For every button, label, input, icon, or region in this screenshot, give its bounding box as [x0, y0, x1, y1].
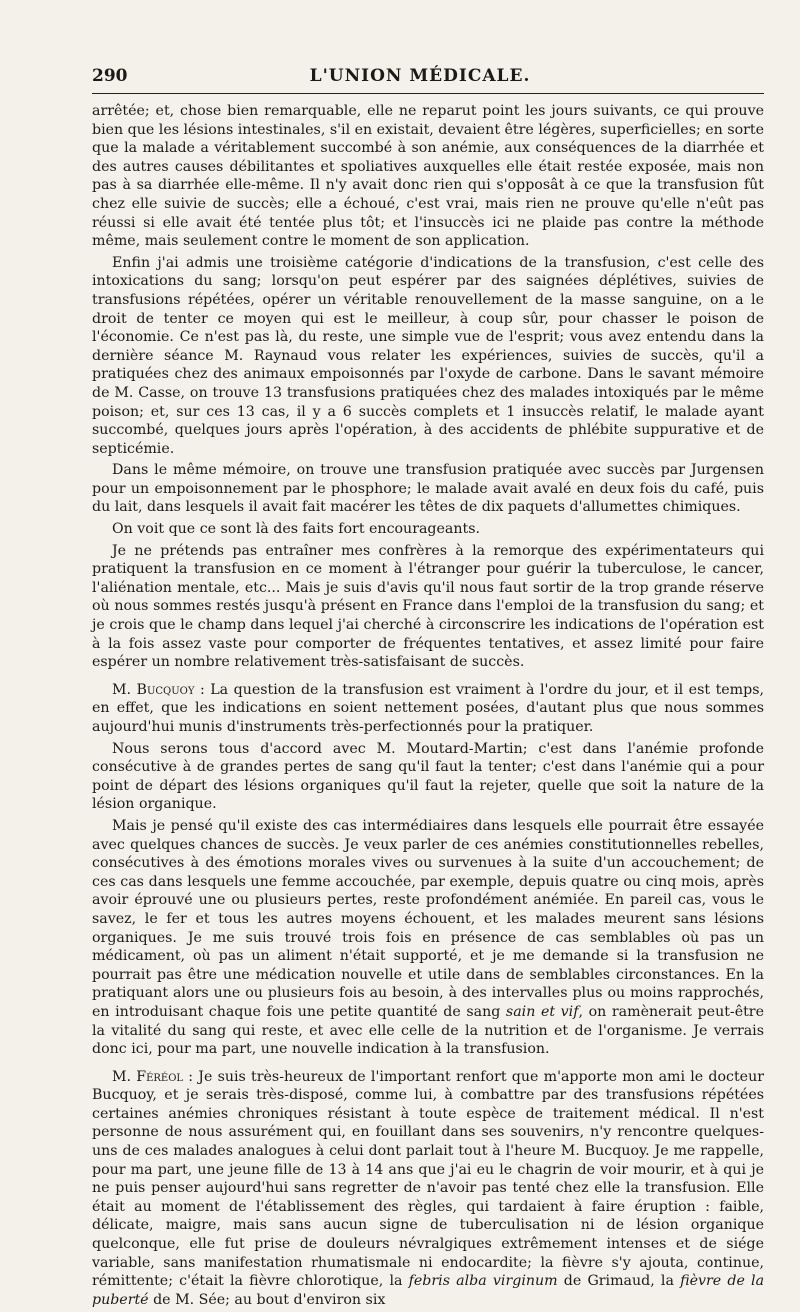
paragraph-text: Dans le même mémoire, on trouve une transfusion pratiquée avec succès par Jurgensen pour un empoisonnement par le phosphore; le malade avait avalé en deux fois du café, puis du lait, dans lesquels il avait fait macérer les têtes de dix paquets d'allumettes chimiques. — [92, 462, 764, 516]
paragraph — [92, 102, 764, 251]
italic-phrase: fièvre de la puberté — [92, 1273, 765, 1308]
paragraph-text: Je suis très-heureux de l'important renfort que m'apporte mon ami le docteur Bucquoy, et je serais très-disposé, comme lui, à combattre par des transfusions répétées certaines anémies chroniques résistant à toute espèce de traitement médical. Il n'est personne de nous assurément qui, en fouillant dans ses souvenirs, n'y rencontre quelques-uns de ces malades analogues à celui dont parlait tout à l'heure M. Bucquoy. Je me rappelle, pour ma part, une jeune fille de 13 à 14 ans que j'ai eu le chagrin de voir mourir, et à qui je ne puis penser aujourd'hui sans regretter de n'avoir pas tenté chez elle la transfusion. Elle était au moment de l'établissement des règles, qui tardaient à faire éruption : faible, délicate, maigre, mais sans aucun signe de tuberculisation ni de lésion organique quelconque, elle fut prise de douleurs névralgiques extrêmement intenses et de siége variable, sans manifestation rhumatismale ni endocardite; la fièvre s'y ajouta, continue, rémittente; c'était la fièvre chlorotique, la — [92, 1068, 764, 1290]
paragraph-text: Je ne prétends pas entraîner mes confrères à la remorque des expérimentateurs qui pratiquent la transfusion en ce moment à l'étranger pour guérir la tuberculose, le cancer, l'aliénation mentale, etc... Mais je suis d'avis qu'il nous faut sortir de la trop grande réserve où nous sommes restés jusqu'à présent en France dans l'emploi de la transfusion du sang; et je crois que le champ dans lequel j'ai cherché à circonscrire les indications de l'opération est à la fois assez vaste pour comporter de fréquentes tentatives, et assez limité pour faire espérer un nombre relativement très-satisfaisant de succès. — [92, 542, 764, 671]
paragraph — [92, 681, 764, 737]
paragraph — [92, 740, 764, 814]
paragraph-text: arrêtée; et, chose bien remarquable, elle ne reparut point les jours suivants, ce qui prouve bien que les lésions intestinales, s'il en existait, devaient être légères, superficielles; en sorte que la malade a véritablement succombé à son anémie, aux conséquences de la diarrhée et des autres causes débilitantes et spoliatives auxquelles elle était restée exposée, mais non pas à sa diarrhée elle-même. Il n'y avait donc rien qui s'opposât à ce que la transfusion fût chez elle suivie de succès; elle a échoué, c'est vrai, mais rien ne prouve qu'elle n'eût pas réussi si elle avait été tentée plus tôt; et l'insuccès ici ne plaide pas contre la méthode même, mais seulement contre le moment de son application. — [92, 103, 765, 250]
journal-title: L'UNION MÉDICALE. — [309, 66, 531, 86]
paragraph-text: Enfin j'ai admis une troisième catégorie d'indications de la transfusion, c'est celle des intoxications du sang; lorsqu'on peut espérer par des saignées déplétives, suivies de transfusions répétées, opérer un véritable renouvellement de la masse sanguine, on a le droit de tenter ce moyen qui est le meilleur, à coup sûr, pour chasser le poison de l'économie. Ce n'est pas là, du reste, une simple vue de l'esprit; vous avez entendu dans la dernière séance M. Raynaud vous relater les expériences, suivies de succès, qu'il a pratiquées chez des animaux empoisonnés par l'oxyde de carbone. Dans le savant mémoire de M. Casse, on trouve 13 transfusions pratiquées chez des malades intoxiqués par le même poison; et, sur ces 13 cas, il y a 6 succès complets et 1 insuccès relatif, le malade ayant succombé, quelques jours après l'opération, à des accidents de phlébite suppurative et de septicémie. — [92, 254, 764, 457]
paragraph-text: Mais je pensé qu'il existe des cas intermédiaires dans lesquels elle pourrait être essayée avec quelques chances de succès. Je veux parler de ces anémies constitutionnelles rebelles, consécutives à des émotions morales vives ou survenues à la suite d'un accouchement; de ces cas dans lesquels une femme accouchée, par exemple, depuis quatre ou cinq mois, après avoir éprouvé une ou plusieurs pertes, reste profondément anémiée. En pareil cas, vous le savez, le fer et tous les autres moyens échouent, et les malades meurent sans lésions organiques. Je me suis trouvé trois fois en présence de cas semblables où pas un médicament, où pas un aliment n'était supporté, et je me demande si la transfusion ne pourrait pas être une médication nouvelle et utile dans de semblables circonstances. En la pratiquant alors une ou plusieurs fois au besoin, à des intervalles plus ou moins rapprochés, en introduisant chaque fois une petite quantité de sang — [92, 817, 764, 1020]
paragraph-text: de M. Sée; au bout d'environ six — [148, 1291, 386, 1308]
page-header — [92, 60, 748, 86]
paragraph — [92, 520, 764, 539]
paragraph-text: La question de la transfusion est vraiment à l'ordre du jour, et il est temps, en effet, que les indications en soient nettement posées, d'autant plus que nous sommes aujourd'hui munis d'instruments très-perfectionnés pour la pratiquer. — [92, 681, 764, 735]
paragraph — [92, 254, 764, 459]
paragraph — [92, 1068, 764, 1310]
italic-phrase: febris alba virginum — [408, 1273, 558, 1290]
paragraph — [92, 817, 764, 1059]
article-body — [92, 102, 764, 1312]
paragraph — [92, 461, 764, 517]
italic-phrase: sain et vif — [505, 1003, 579, 1020]
speaker-name: M. Féréol : — [112, 1068, 194, 1085]
paragraph-text: Nous serons tous d'accord avec M. Moutard-Martin; c'est dans l'anémie profonde consécutive à de grandes pertes de sang qu'il faut la tenter; c'est dans l'anémie qui a pour point de départ des lésions organiques qu'il faut la rejeter, quelle que soit la nature de la lésion organique. — [92, 740, 764, 813]
header-rule — [92, 93, 764, 94]
page-number: 290 — [92, 66, 128, 86]
paragraph — [92, 542, 764, 672]
paragraph-text: , on ramènerait peut-être la vitalité du sang qui reste, et avec elle celle de la nutrition et de l'organisme. Je verrais donc ici, pour ma part, une nouvelle indication à la transfusion. — [92, 1003, 764, 1058]
paragraph-text: de Grimaud, la — [557, 1273, 681, 1290]
speaker-name: M. Bucquoy : — [112, 681, 205, 698]
paragraph-text: On voit que ce sont là des faits fort encourageants. — [112, 521, 480, 538]
